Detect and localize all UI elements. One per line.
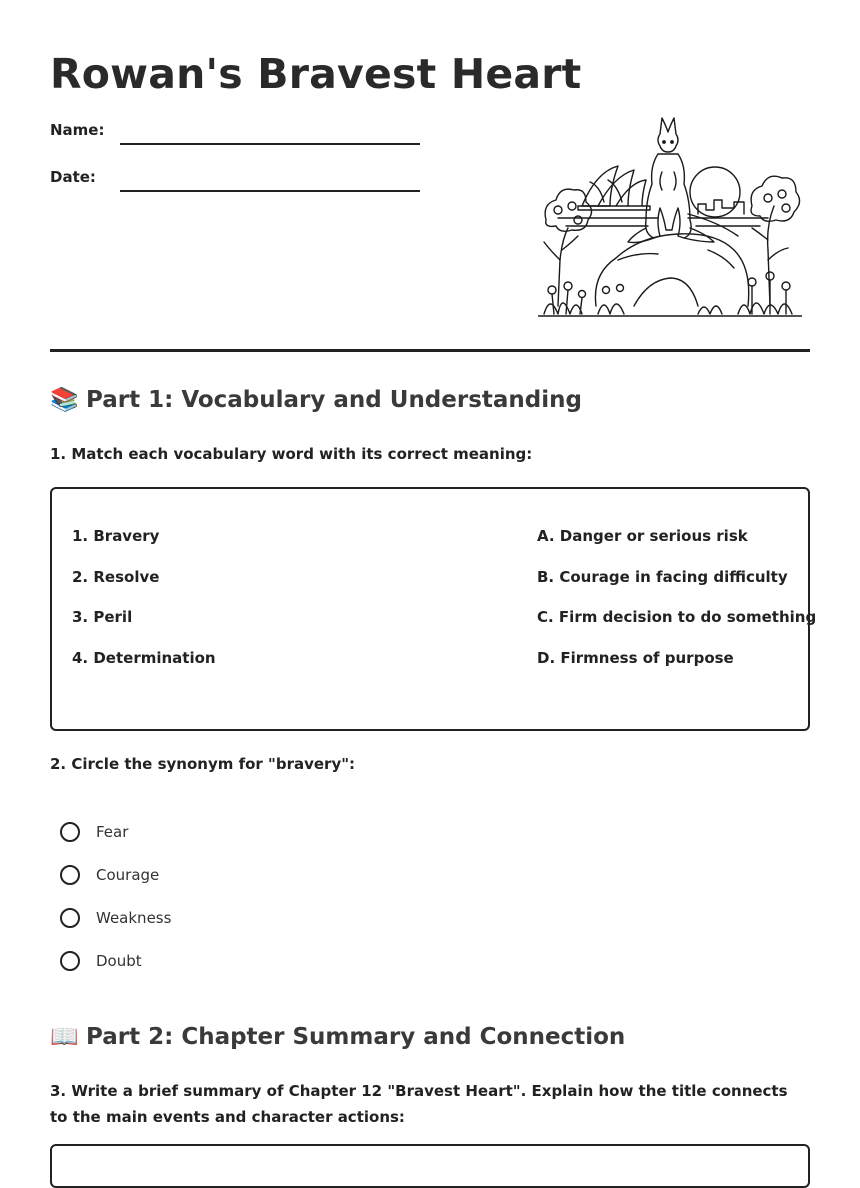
worksheet-title: Rowan's Bravest Heart <box>50 50 582 98</box>
header-divider <box>50 349 810 352</box>
option-label: Fear <box>96 823 129 841</box>
question-3: 3. Write a brief summary of Chapter 12 "Bravest Heart". Explain how the title connects to the main events and character actions: <box>50 1082 788 1126</box>
question-1: 1. Match each vocabulary word with its correct meaning: <box>50 445 533 463</box>
date-label: Date: <box>50 168 96 186</box>
opera-house-icon <box>578 166 650 210</box>
vocab-word-3: 3. Peril <box>72 608 133 626</box>
radio-circle[interactable] <box>60 865 80 885</box>
option-fear[interactable] <box>60 819 128 845</box>
right-tree-icon <box>751 176 800 306</box>
kangaroo-landscape-illustration <box>538 110 802 322</box>
question-2: 2. Circle the synonym for "bravery": <box>50 755 356 773</box>
option-label: Courage <box>96 866 160 884</box>
meaning-d: D. Firmness of purpose <box>537 649 734 667</box>
summary-answer-box[interactable] <box>50 1144 810 1188</box>
vocab-word-1: 1. Bravery <box>72 527 160 545</box>
vocab-word-4: 4. Determination <box>72 649 216 667</box>
part1-title <box>50 386 582 413</box>
meaning-c: C. Firm decision to do something <box>537 608 817 626</box>
date-field[interactable] <box>120 190 420 192</box>
books-icon: 📚 <box>50 387 79 413</box>
option-weakness[interactable] <box>60 905 171 931</box>
part2-title-text: Part 2: Chapter Summary and Connection <box>86 1024 626 1050</box>
meaning-b: B. Courage in facing difficulty <box>537 568 788 586</box>
option-courage[interactable] <box>60 862 159 888</box>
rock-icon <box>595 234 748 306</box>
name-label: Name: <box>50 121 105 139</box>
name-field[interactable] <box>120 143 420 145</box>
vocab-word-2: 2. Resolve <box>72 568 160 586</box>
meaning-a: A. Danger or serious risk <box>537 527 748 545</box>
option-doubt[interactable] <box>60 948 142 974</box>
radio-circle[interactable] <box>60 908 80 928</box>
part1-title-text: Part 1: Vocabulary and Understanding <box>86 387 582 413</box>
radio-circle[interactable] <box>60 951 80 971</box>
part2-title <box>50 1023 625 1050</box>
option-label: Weakness <box>96 909 172 927</box>
option-label: Doubt <box>96 952 142 970</box>
radio-circle[interactable] <box>60 822 80 842</box>
open-book-icon: 📖 <box>50 1024 79 1050</box>
matching-box <box>50 487 817 731</box>
